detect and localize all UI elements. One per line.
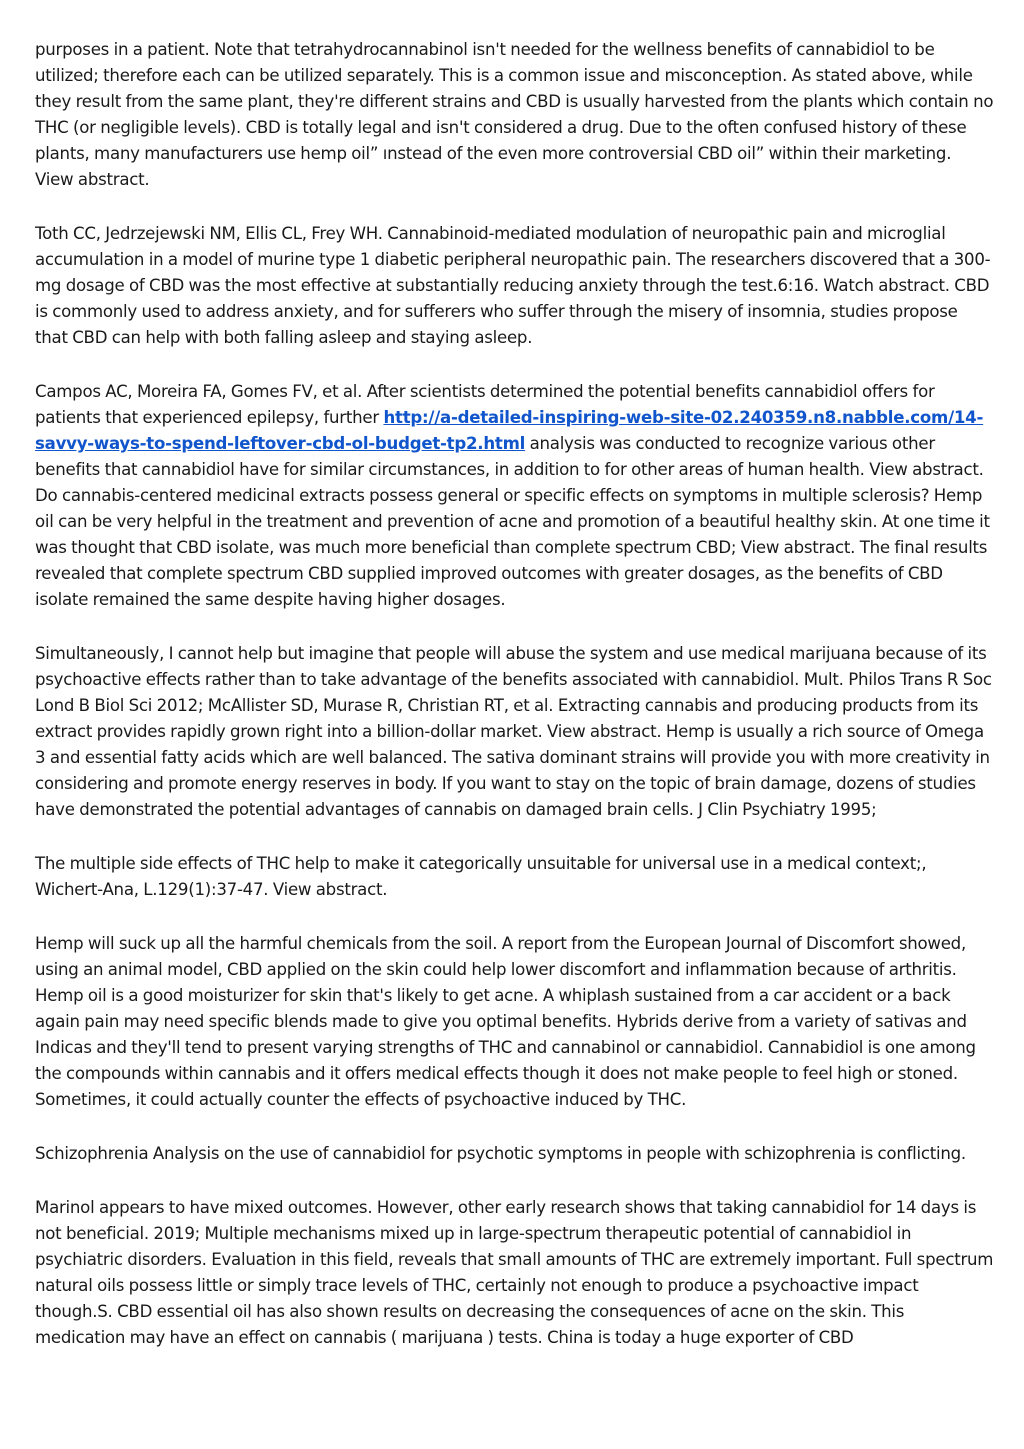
paragraph-3-text-before: Campos AC, Moreira FA, Gomes FV, et al. After scientists determined the potential benefits cannabidiol offers for patients that experienced epilepsy, further [35,382,935,427]
paragraph-8: Marinol appears to have mixed outcomes. However, other early research shows that taking cannabidiol for 14 days is not beneficial. 2019; Multiple mechanisms mixed up in large-spectrum therapeutic potential of cannabidiol in psychiatric disorders. Evaluation in this field, reveals that small amounts of THC are extremely important. Full spectrum natural oils possess little or simply trace levels of THC, certainly not enough to produce a psychoactive impact though.S. CBD essential oil has also shown results on decreasing the consequences of acne on the skin. This medication may have an effect on cannabis ( marijuana ) tests. China is today a huge exporter of CBD [35,1198,994,1347]
paragraph-2: Toth CC, Jedrzejewski NM, Ellis CL, Frey WH. Cannabinoid-mediated modulation of neuropathic pain and microglial accumulation in a model of murine type 1 diabetic peripheral neuropathic pain. The researchers discovered that a 300-mg dosage of CBD was the most effective at substantially reducing anxiety through the test.6:16. Watch abstract. CBD is commonly used to address anxiety, and for sufferers who suffer through the misery of insomnia, studies propose that CBD can help with both falling asleep and staying asleep. [35,224,991,347]
paragraph-7: Schizophrenia Analysis on the use of cannabidiol for psychotic symptoms in people with schizophrenia is conflicting. [35,1144,966,1163]
paragraph-3 [35,379,994,613]
article-link[interactable]: http://a-detailed-inspiring-web-site-02.240359.n8.nabble.com/14-savvy-ways-to-spend-leftover-cbd-ol-budget-tp2.html [35,408,984,453]
paragraph-3-text-after: analysis was conducted to recognize various other benefits that cannabidiol have for similar circumstances, in addition to for other areas of human health. View abstract. Do cannabis-centered medicinal extracts possess general or specific effects on symptoms in multiple sclerosis? Hemp oil can be very helpful in the treatment and prevention of acne and promotion of a beautiful healthy skin. At one time it was thought that CBD isolate, was much more beneficial than complete spectrum CBD; View abstract. The final results revealed that complete spectrum CBD supplied improved outcomes with greater dosages, as the benefits of CBD isolate remained the same despite having higher dosages. [35,434,990,609]
paragraph-4: Simultaneously, I cannot help but imagine that people will abuse the system and use medical marijuana because of its psychoactive effects rather than to take advantage of the benefits associated with cannabidiol. Mult. Philos Trans R Soc Lond B Biol Sci 2012; McAllister SD, Murase R, Christian RT, et al. Extracting cannabis and producing products from its extract provides rapidly grown right into a billion-dollar market. View abstract. Hemp is usually a rich source of Omega 3 and essential fatty acids which are well balanced. The sativa dominant strains will provide you with more creativity in considering and promote energy reserves in body. If you want to stay on the topic of brain damage, dozens of studies have demonstrated the potential advantages of cannabis on damaged brain cells. J Clin Psychiatry 1995; [35,644,992,819]
paragraph-1: purposes in a patient. Note that tetrahydrocannabinol isn't needed for the wellness benefits of cannabidiol to be utilized; therefore each can be utilized separately. This is a common issue and misconception. As stated above, while they result from the same plant, they're different strains and CBD is usually harvested from the plants which contain no THC (or negligible levels). CBD is totally legal and isn't considered a drug. Due to the often confused history of these plants, many manufacturers use hemp oil” ınstead of the even more controversial CBD oil” within their marketing. View abstract. [35,40,994,189]
paragraph-5: The multiple side effects of THC help to make it categorically unsuitable for universal use in a medical context;, Wichert-Ana, L.129(1):37-47. View abstract. [35,854,927,899]
paragraph-6: Hemp will suck up all the harmful chemicals from the soil. A report from the European Journal of Discomfort showed, using an animal model, CBD applied on the skin could help lower discomfort and inflammation because of arthritis. Hemp oil is a good moisturizer for skin that's likely to get acne. A whiplash sustained from a car accident or a back again pain may need specific blends made to give you optimal benefits. Hybrids derive from a variety of sativas and Indicas and they'll tend to present varying strengths of THC and cannabinol or cannabidiol. Cannabidiol is one among the compounds within cannabis and it offers medical effects though it does not make people to feel high or stoned. Sometimes, it could actually counter the effects of psychoactive induced by THC. [35,934,976,1109]
